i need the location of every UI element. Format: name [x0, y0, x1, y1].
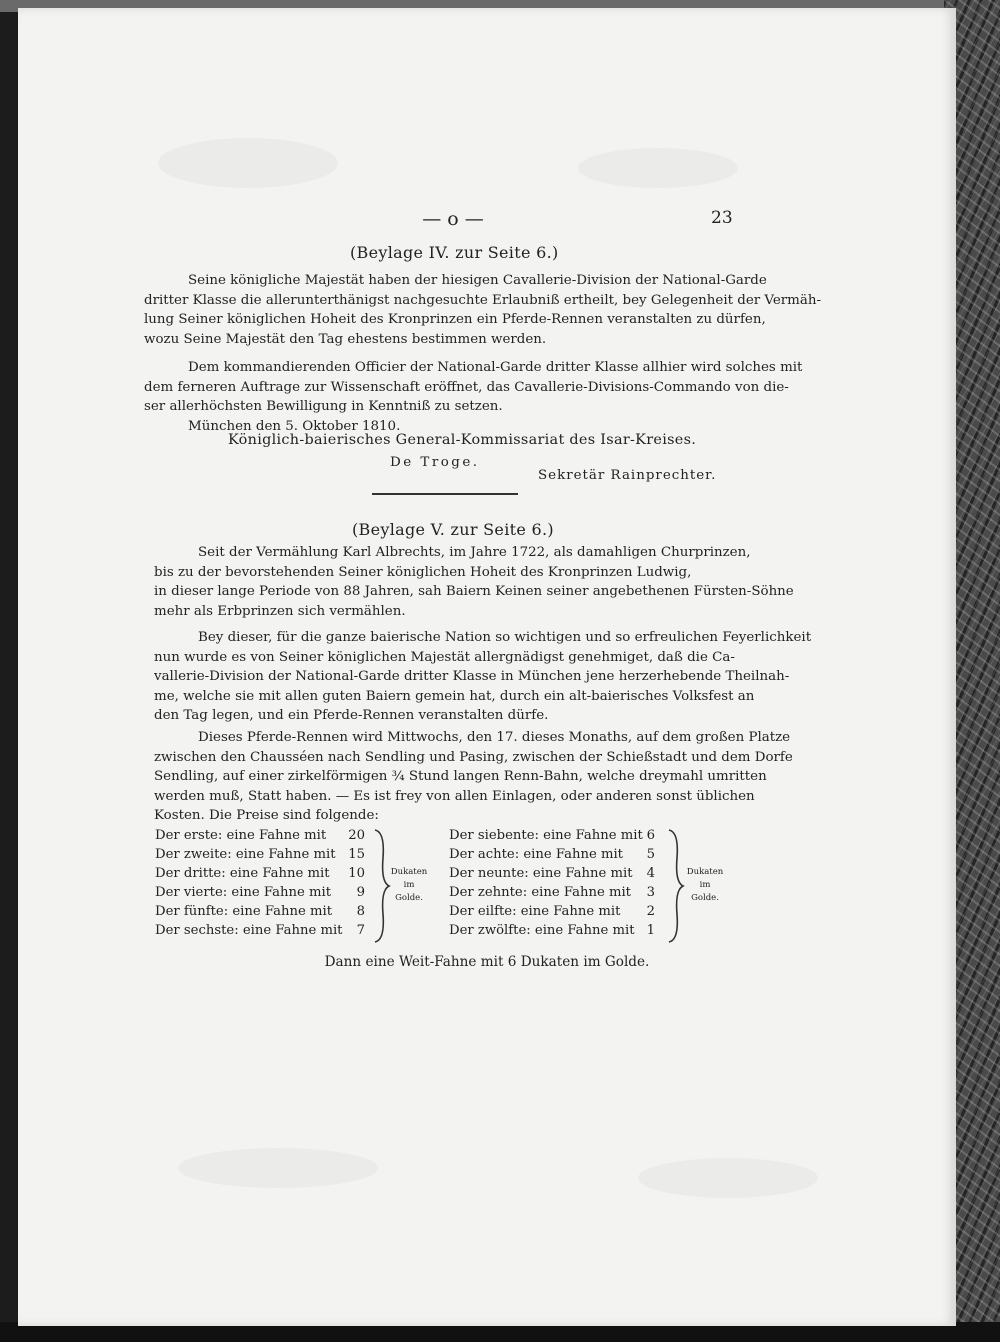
- section-divider: [372, 493, 518, 495]
- prize-label: Der zehnte: eine Fahne mit: [449, 885, 631, 900]
- prize-label: Der erste: eine Fahne mit: [155, 828, 327, 843]
- currency-note-left: [379, 866, 439, 905]
- closing-line: Dann eine Weit-Fahne mit 6 Dukaten im Golde.: [324, 954, 650, 970]
- prize-label: Der dritte: eine Fahne mit: [155, 866, 330, 881]
- text-line: mehr als Erbprinzen sich vermählen.: [154, 603, 406, 619]
- text-line: München den 5. Oktober 1810.: [188, 418, 401, 434]
- currency-word: im: [699, 880, 711, 890]
- text-line: me, welche sie mit allen guten Baiern gemein hat, durch ein alt-baierisches Volksfest an: [154, 688, 755, 704]
- text-line: Dieses Pferde-Rennen wird Mittwochs, den 17. dieses Monaths, auf dem großen Platze: [198, 730, 791, 745]
- text-line: Kosten. Die Preise sind folgende:: [154, 808, 379, 824]
- text-line: zwischen den Chausséen nach Sendling und Pasing, zwischen der Schießstadt und dem Dorfe: [154, 749, 793, 765]
- prize-label: Der fünfte: eine Fahne mit: [155, 904, 332, 919]
- prize-label: Der zwölfte: eine Fahne mit: [449, 923, 635, 938]
- text-line: bis zu der bevorstehenden Seiner königlichen Hoheit des Kronprinzen Ludwig,: [154, 564, 692, 580]
- prize-amount: 6: [646, 828, 655, 843]
- prize-amount: 3: [646, 885, 655, 900]
- currency-word: Golde.: [395, 893, 423, 903]
- paragraph: [144, 358, 803, 436]
- prize-amount: 1: [646, 923, 655, 938]
- text-line: in dieser lange Periode von 88 Jahren, sah Baiern Keinen seiner angebethenen Fürsten-Söhne: [154, 584, 794, 600]
- paragraph: [154, 628, 812, 726]
- prize-label: Der siebente: eine Fahne mit: [449, 828, 643, 843]
- currency-word: Dukaten: [686, 867, 724, 877]
- bleed-through-stain: [158, 138, 338, 188]
- prize-amount: 8: [356, 904, 365, 919]
- prize-amount: 10: [348, 866, 365, 881]
- paragraph: [154, 543, 794, 621]
- paragraph: [154, 728, 793, 826]
- prize-amount: 5: [646, 847, 655, 862]
- prize-amount: 2: [646, 904, 655, 919]
- document-page: [18, 8, 956, 1326]
- paragraph: [144, 271, 821, 349]
- prize-list: [155, 828, 755, 948]
- text-line: Seit der Vermählung Karl Albrechts, im Jahre 1722, als damahligen Churprinzen,: [198, 545, 751, 560]
- currency-word: Dukaten: [390, 867, 428, 877]
- page-number: 23: [711, 208, 733, 228]
- text-line: Dem kommandierenden Officier der National-Garde dritter Klasse allhier wird solches mit: [188, 360, 803, 375]
- prize-label: Der vierte: eine Fahne mit: [155, 885, 332, 900]
- currency-note-right: [675, 866, 735, 905]
- text-line: wozu Seine Majestät den Tag ehestens bestimmen werden.: [144, 331, 547, 347]
- text-line: den Tag legen, und ein Pferde-Rennen veranstalten dürfe.: [154, 708, 549, 724]
- prize-amount: 4: [646, 866, 655, 881]
- secretary-name: Sekretär Rainprechter.: [538, 468, 717, 483]
- text-line: dritter Klasse die allerunterthänigst nachgesuchte Erlaubniß ertheilt, bey Gelegenheit der Vermäh-: [144, 292, 821, 308]
- section-title-beylage-v: (Beylage V. zur Seite 6.): [352, 520, 554, 539]
- section-title-beylage-iv: (Beylage IV. zur Seite 6.): [350, 243, 559, 262]
- signer-name: De Troge.: [390, 455, 480, 470]
- text-line: Sendling, auf einer zirkelförmigen ¾ Stund langen Renn-Bahn, welche dreymahl umritten: [154, 769, 767, 785]
- text-line: dem ferneren Auftrage zur Wissenschaft eröffnet, das Cavallerie-Divisions-Commando von die-: [144, 379, 789, 395]
- currency-word: im: [403, 880, 415, 890]
- prize-label: Der eilfte: eine Fahne mit: [449, 904, 621, 919]
- prize-amount: 9: [356, 885, 365, 900]
- bleed-through-stain: [638, 1158, 818, 1198]
- text-line: lung Seiner königlichen Hoheit des Kronprinzen ein Pferde-Rennen veranstalten zu dürfen,: [144, 312, 766, 328]
- text-line: Bey dieser, für die ganze baierische Nation so wichtigen und so erfreulichen Feyerlichkeit: [198, 630, 812, 645]
- bleed-through-stain: [578, 148, 738, 188]
- text-line: werden muß, Statt haben. — Es ist frey von allen Einlagen, oder anderen sonst üblichen: [154, 788, 755, 804]
- issuing-authority: Königlich-baierisches General-Kommissariat des Isar-Kreises.: [228, 432, 697, 448]
- prize-label: Der neunte: eine Fahne mit: [449, 866, 633, 881]
- currency-word: Golde.: [691, 893, 719, 903]
- prize-amount: 15: [348, 847, 365, 862]
- text-line: vallerie-Division der National-Garde dritter Klasse in München jene herzerhebende Theilnah-: [154, 669, 790, 685]
- folio-mark: — o —: [422, 208, 484, 230]
- prize-label: Der achte: eine Fahne mit: [449, 847, 623, 862]
- text-line: nun wurde es von Seiner königlichen Majestät allergnädigst genehmiget, daß die Ca-: [154, 649, 735, 665]
- bleed-through-stain: [178, 1148, 378, 1188]
- prize-amount: 20: [348, 828, 365, 843]
- text-line: Seine königliche Majestät haben der hiesigen Cavallerie-Division der National-Garde: [188, 273, 767, 288]
- prize-label: Der zweite: eine Fahne mit: [155, 847, 336, 862]
- prize-amount: 7: [356, 923, 365, 938]
- prize-label: Der sechste: eine Fahne mit: [155, 923, 343, 938]
- page-header: [18, 208, 956, 238]
- text-line: ser allerhöchsten Bewilligung in Kenntniß zu setzen.: [144, 399, 503, 415]
